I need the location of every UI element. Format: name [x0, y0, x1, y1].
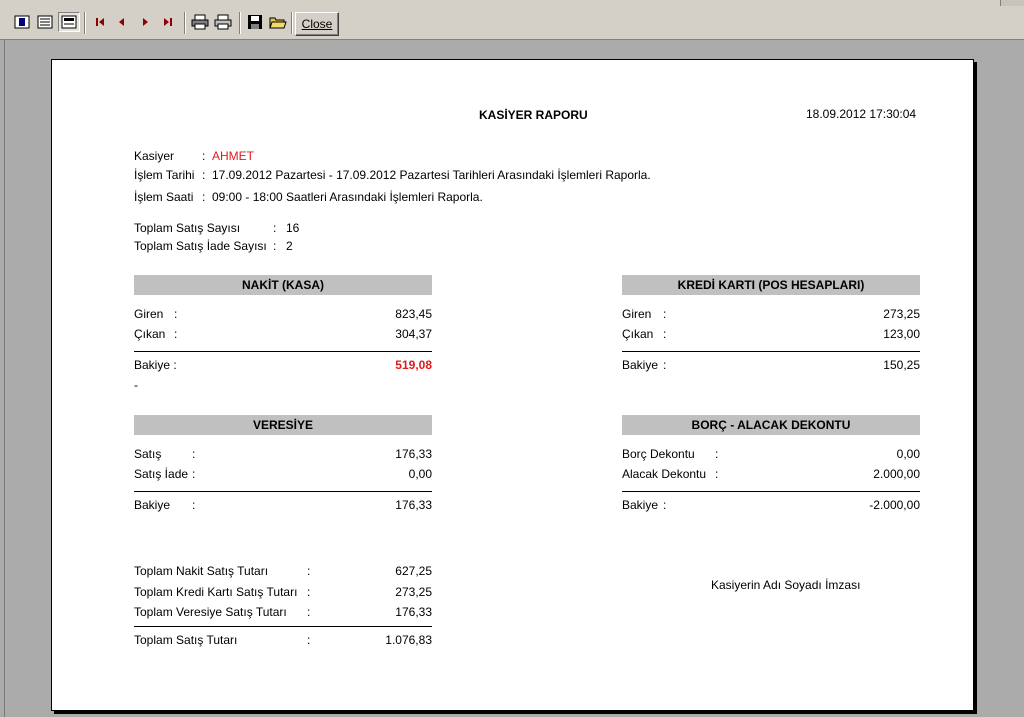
- save-icon: [247, 14, 263, 30]
- sales-count-value: 16: [286, 221, 300, 235]
- total-card-label: Toplam Kredi Kartı Satış Tutarı: [134, 585, 298, 599]
- card-section-header: KREDİ KARTI (POS HESAPLARI): [622, 275, 920, 295]
- preview-toolbar: [0, 6, 1024, 40]
- prev-page-button[interactable]: [112, 13, 132, 31]
- cash-balance-label: Bakiye :: [134, 358, 177, 372]
- last-page-button[interactable]: [158, 13, 178, 31]
- multi-page-button[interactable]: [35, 13, 55, 31]
- voucher-balance-label: Bakiye: [622, 498, 659, 512]
- preview-frame-edge: [4, 40, 5, 717]
- report-page: [51, 59, 974, 711]
- cash-in-value: 823,45: [395, 307, 432, 321]
- credit-balance-colon: :: [192, 498, 196, 512]
- card-balance-label: Bakiye: [622, 358, 659, 372]
- cashier-colon: :: [202, 149, 206, 163]
- credit-return-colon: :: [192, 467, 196, 481]
- date-value: 17.09.2012 Pazartesi - 17.09.2012 Pazartesi Tarihleri Arasındaki İşlemleri Raporla.: [212, 168, 651, 182]
- single-page-icon: [14, 15, 30, 29]
- credit-divider: [134, 491, 432, 492]
- card-in-colon: :: [663, 307, 667, 321]
- cash-balance-value: 519,08: [395, 358, 432, 372]
- sales-count-label: Toplam Satış Sayısı: [134, 221, 241, 235]
- cash-in-label: Giren: [134, 307, 164, 321]
- credit-section-header: VERESİYE: [134, 415, 432, 435]
- print-button[interactable]: [213, 13, 233, 31]
- close-button[interactable]: Close: [295, 12, 339, 36]
- cash-out-value: 304,37: [395, 327, 432, 341]
- next-page-button[interactable]: [135, 13, 155, 31]
- voucher-section-header: BORÇ - ALACAK DEKONTU: [622, 415, 920, 435]
- card-out-colon: :: [663, 327, 667, 341]
- total-cash-value: 627,25: [395, 564, 432, 578]
- report-title: KASİYER RAPORU: [479, 108, 588, 122]
- total-cash-colon: :: [307, 564, 311, 578]
- cashier-label: Kasiyer: [134, 149, 175, 163]
- voucher-credit-value: 2.000,00: [873, 467, 920, 481]
- cash-out-colon: :: [174, 327, 178, 341]
- credit-return-value: 0,00: [408, 467, 432, 481]
- voucher-debit-colon: :: [715, 447, 719, 461]
- voucher-debit-value: 0,00: [896, 447, 920, 461]
- time-colon: :: [202, 190, 206, 204]
- page-width-button[interactable]: [58, 12, 80, 32]
- next-page-icon: [139, 16, 151, 28]
- return-count-label: Toplam Satış İade Sayısı: [134, 239, 267, 253]
- prev-page-icon: [116, 16, 128, 28]
- grand-total-label: Toplam Satış Tutarı: [134, 633, 238, 647]
- cash-divider: [134, 351, 432, 352]
- first-page-icon: [94, 16, 106, 28]
- grand-total-value: 1.076,83: [385, 633, 432, 647]
- cash-dash: -: [134, 378, 138, 392]
- print-icon: [214, 14, 232, 30]
- signature-label: Kasiyerin Adı Soyadı İmzası: [711, 578, 861, 592]
- cash-section-header: NAKİT (KASA): [134, 275, 432, 295]
- time-value: 09:00 - 18:00 Saatleri Arasındaki İşlemleri Raporla.: [212, 190, 483, 204]
- card-balance-value: 150,25: [883, 358, 920, 372]
- toolbar-separator: [84, 12, 86, 34]
- date-label: İşlem Tarihi: [134, 168, 195, 182]
- single-page-button[interactable]: [12, 13, 32, 31]
- toolbar-separator: [291, 12, 293, 34]
- credit-balance-label: Bakiye: [134, 498, 171, 512]
- total-card-value: 273,25: [395, 585, 432, 599]
- report-datetime: 18.09.2012 17:30:04: [806, 107, 917, 121]
- voucher-balance-colon: :: [663, 498, 667, 512]
- toolbar-separator: [184, 12, 186, 34]
- total-credit-colon: :: [307, 605, 311, 619]
- date-colon: :: [202, 168, 206, 182]
- card-balance-colon: :: [663, 358, 667, 372]
- sales-count-colon: :: [273, 221, 277, 235]
- total-card-colon: :: [307, 585, 311, 599]
- card-divider: [622, 351, 920, 352]
- credit-sale-colon: :: [192, 447, 196, 461]
- time-label: İşlem Saati: [134, 190, 194, 204]
- card-in-label: Giren: [622, 307, 652, 321]
- voucher-balance-value: -2.000,00: [869, 498, 920, 512]
- total-credit-value: 176,33: [395, 605, 432, 619]
- totals-divider: [134, 626, 432, 627]
- credit-sale-label: Satış: [134, 447, 162, 461]
- return-count-value: 2: [286, 239, 293, 253]
- card-out-value: 123,00: [883, 327, 920, 341]
- cashier-value: AHMET: [212, 149, 254, 163]
- return-count-colon: :: [273, 239, 277, 253]
- open-icon: [269, 14, 287, 30]
- voucher-divider: [622, 491, 920, 492]
- total-credit-label: Toplam Veresiye Satış Tutarı: [134, 605, 287, 619]
- card-out-label: Çıkan: [622, 327, 654, 341]
- cash-in-colon: :: [174, 307, 178, 321]
- credit-return-label: Satış İade: [134, 467, 189, 481]
- page-width-icon: [61, 15, 77, 29]
- toolbar-separator: [239, 12, 241, 34]
- print-setup-icon: [191, 14, 209, 30]
- multi-page-icon: [37, 15, 53, 29]
- card-in-value: 273,25: [883, 307, 920, 321]
- credit-sale-value: 176,33: [395, 447, 432, 461]
- last-page-icon: [162, 16, 174, 28]
- save-button[interactable]: [245, 13, 265, 31]
- credit-balance-value: 176,33: [395, 498, 432, 512]
- grand-total-colon: :: [307, 633, 311, 647]
- voucher-credit-label: Alacak Dekontu: [622, 467, 707, 481]
- voucher-credit-colon: :: [715, 467, 719, 481]
- total-cash-label: Toplam Nakit Satış Tutarı: [134, 564, 269, 578]
- cash-out-label: Çıkan: [134, 327, 166, 341]
- open-button[interactable]: [268, 13, 288, 31]
- voucher-debit-label: Borç Dekontu: [622, 447, 695, 461]
- first-page-button[interactable]: [90, 13, 110, 31]
- print-setup-button[interactable]: [190, 13, 210, 31]
